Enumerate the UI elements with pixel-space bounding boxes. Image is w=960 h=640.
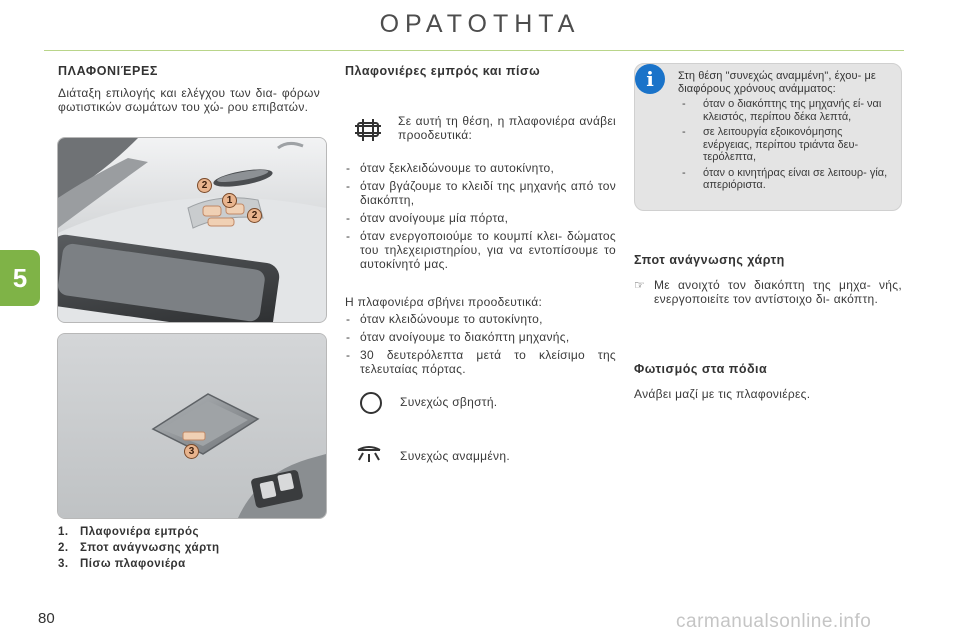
page-title: ΟΡΑΤΟΤΗΤΑ xyxy=(379,10,581,38)
page-number: 80 xyxy=(38,610,55,627)
section-heading-front-rear: Πλαφονιέρες εμπρός και πίσω xyxy=(345,64,541,78)
list-item: - όταν βγάζουμε το κλειδί της μηχανής από τον διακόπτη, xyxy=(345,179,616,207)
info-item: - όταν ο διακόπτης της μηχανής εί- ναι κλειστός, περίπου δέκα λεπτά, xyxy=(678,98,894,123)
info-list xyxy=(678,98,894,192)
front-ceiling-illustration xyxy=(58,138,326,322)
door-lamp-icon xyxy=(353,115,383,145)
lamp-on-icon xyxy=(354,440,384,470)
list-item: - όταν ξεκλειδώνουμε το αυτοκίνητο, xyxy=(345,161,616,175)
mode-on-text: Συνεχώς αναμμένη. xyxy=(400,449,510,463)
title-divider xyxy=(44,50,904,51)
section-heading-footwell: Φωτισμός στα πόδια xyxy=(634,362,768,376)
caption-item: 2. Σποτ ανάγνωσης χάρτη xyxy=(58,542,220,554)
rear-ceiling-photo xyxy=(57,333,327,519)
mode-off-text: Συνεχώς σβηστή. xyxy=(400,395,498,409)
chapter-tab: 5 xyxy=(0,250,40,306)
info-content xyxy=(678,70,894,192)
callout-badge-1: 1 xyxy=(222,193,237,208)
figure-caption-list xyxy=(58,524,318,572)
lamp-off-intro: Η πλαφονιέρα σβήνει προοδευτικά: xyxy=(345,295,543,309)
info-icon: i xyxy=(635,64,665,94)
list-item: - όταν κλειδώνουμε το αυτοκίνητο, xyxy=(345,312,616,326)
footwell-text: Ανάβει μαζί με τις πλαφονιέρες. xyxy=(634,387,811,401)
callout-badge-3: 3 xyxy=(184,444,199,459)
caption-item: 1. Πλαφονιέρα εμπρός xyxy=(58,526,199,538)
section-heading-plafonieres: ΠΛΑΦΟΝΙΈΡΕΣ xyxy=(58,64,158,78)
callout-badge-2a: 2 xyxy=(197,178,212,193)
lamp-off-list xyxy=(345,312,616,380)
spot-paragraph xyxy=(634,278,902,306)
section-heading-map-spot: Σποτ ανάγνωσης χάρτη xyxy=(634,253,785,267)
list-item: - όταν ανοίγουμε το διακόπτη μηχανής, xyxy=(345,330,616,344)
spot-text: Με ανοιχτό τον διακόπτη της μηχα- νής, ενεργοποιείτε τον αντίστοιχο δι- ακόπτη. xyxy=(654,278,902,306)
intro-text: Διάταξη επιλογής και ελέγχου των δια- φόρων φωτιστικών σωμάτων του χώ- ρου επιβατών. xyxy=(58,86,320,114)
info-intro: Στη θέση "συνεχώς αναμμένη", έχου- με διαφόρους χρόνους ανάμματος: xyxy=(678,70,876,95)
list-item: - όταν ανοίγουμε μία πόρτα, xyxy=(345,211,616,225)
caption-item: 3. Πίσω πλαφονιέρα xyxy=(58,558,186,570)
rear-ceiling-illustration xyxy=(58,334,326,518)
mode-auto-text: Σε αυτή τη θέση, η πλαφονιέρα ανάβει προοδευτικά: xyxy=(398,114,616,142)
lamp-off-icon xyxy=(356,388,386,418)
list-item: - 30 δευτερόλεπτα μετά το κλείσιμο της τελευταίας πόρτας. xyxy=(345,348,616,376)
callout-badge-2b: 2 xyxy=(247,208,262,223)
info-item: - όταν ο κινητήρας είναι σε λειτουρ- γία, απεριόριστα. xyxy=(678,167,894,192)
info-item: - σε λειτουργία εξοικονόμησης ενέργειας, περίπου τριάντα δευ- τερόλεπτα, xyxy=(678,126,894,164)
lamp-on-list xyxy=(345,161,616,275)
list-item: - όταν ενεργοποιούμε το κουμπί κλει- δώματος του τηλεχειριστηρίου, για να εντοπίσουμε το αυτοκίνητό μας. xyxy=(345,229,616,271)
pointing-hand-icon: ☞ xyxy=(634,278,646,292)
watermark: carmanualsonline.info xyxy=(676,611,872,632)
front-ceiling-photo xyxy=(57,137,327,323)
